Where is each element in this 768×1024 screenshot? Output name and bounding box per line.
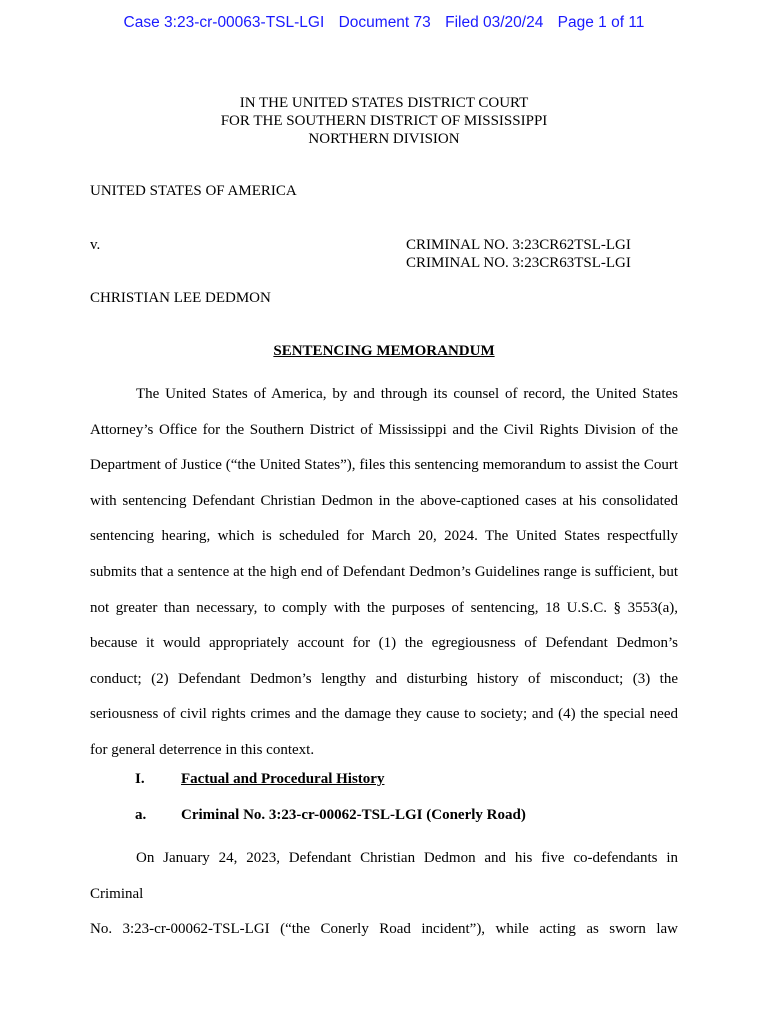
factual-paragraph — [90, 841, 678, 948]
court-caption — [0, 94, 768, 148]
criminal-number-1: CRIMINAL NO. 3:23CR62TSL-LGI — [406, 237, 631, 253]
page-indicator: Page 1 of 11 — [557, 14, 645, 31]
criminal-number-2: CRIMINAL NO. 3:23CR63TSL-LGI — [406, 255, 631, 271]
case-header — [0, 14, 768, 32]
document-number: Document 73 — [338, 14, 431, 31]
subsection-title: Criminal No. 3:23-cr-00062-TSL-LGI (Conerly Road) — [181, 807, 526, 823]
filed-date: Filed 03/20/24 — [445, 14, 544, 31]
case-number: Case 3:23-cr-00063-TSL-LGI — [123, 14, 325, 31]
document-title: SENTENCING MEMORANDUM — [273, 343, 495, 359]
factual-line-1: On January 24, 2023, Defendant Christian Dedmon and his five co-defendants in Criminal — [90, 850, 678, 902]
court-line-3: NORTHERN DIVISION — [308, 131, 460, 147]
court-line-1: IN THE UNITED STATES DISTRICT COURT — [239, 95, 529, 111]
section-title: Factual and Procedural History — [181, 771, 385, 787]
court-line-2: FOR THE SOUTHERN DISTRICT OF MISSISSIPPI — [220, 113, 548, 129]
versus: v. — [90, 237, 101, 253]
subsection-number: a. — [135, 807, 147, 823]
intro-paragraph: The United States of America, by and through its counsel of record, the United States Attorney’s Office for the Southern District of Mississippi and the Civil Rights Division of the Department of Justice (“the United States”), files this sentencing memorandum to assist the Court with sentencing Defendant Christian Dedmon in the above-captioned cases at his consolidated sentencing hearing, which is scheduled for March 20, 2024. The United States respectfully submits that a sentence at the high end of Defendant Dedmon’s Guidelines range is sufficient, but not greater than necessary, to comply with the purposes of sentencing, 18 U.S.C. § 3553(a), because it would appropriately account for (1) the egregiousness of Defendant Dedmon’s conduct; (2) Defendant Dedmon’s lengthy and disturbing history of misconduct; (3) the seriousness of civil rights crimes and the damage they cause to society; and (4) the special need for general deterrence in this context. — [90, 386, 678, 758]
intro-body — [90, 377, 678, 769]
section-number: I. — [135, 771, 145, 787]
defendant-name: CHRISTIAN LEE DEDMON — [90, 290, 271, 306]
plaintiff-name: UNITED STATES OF AMERICA — [90, 183, 297, 199]
factual-line-2: No. 3:23-cr-00062-TSL-LGI (“the Conerly Road incident”), while acting as sworn law — [90, 921, 678, 938]
